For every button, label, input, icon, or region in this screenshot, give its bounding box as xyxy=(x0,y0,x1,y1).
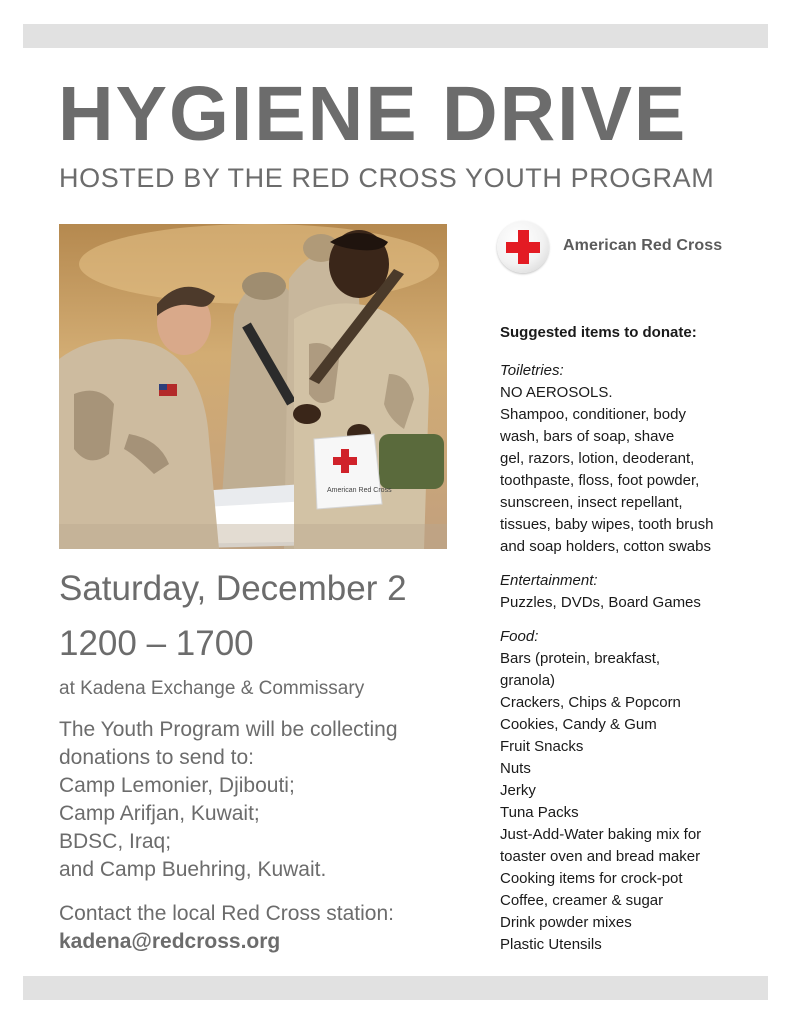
list-item: toothpaste, floss, foot powder, xyxy=(500,472,700,489)
list-item: granola) xyxy=(500,672,556,689)
top-decorative-bar xyxy=(23,24,768,48)
category-toiletries: Toiletries: xyxy=(500,362,564,379)
list-item: Drink powder mixes xyxy=(500,914,632,931)
collecting-line: BDSC, Iraq; xyxy=(59,830,172,853)
bag-label: American Red Cross xyxy=(327,487,392,494)
list-item: sunscreen, insect repellant, xyxy=(500,494,683,511)
contact-info xyxy=(59,900,394,956)
list-item: and soap holders, cotton swabs xyxy=(500,538,711,555)
list-item: Bars (protein, breakfast, xyxy=(500,650,661,667)
soldiers-photo-illustration xyxy=(59,224,447,549)
list-item: Cookies, Candy & Gum xyxy=(500,716,657,733)
event-location: at Kadena Exchange & Commissary xyxy=(59,678,365,699)
collecting-line: Camp Arifjan, Kuwait; xyxy=(59,802,260,825)
list-item: Crackers, Chips & Popcorn xyxy=(500,694,681,711)
list-item: Fruit Snacks xyxy=(500,738,584,755)
collecting-line: The Youth Program will be collecting xyxy=(59,718,398,741)
category-food: Food: xyxy=(500,628,539,645)
collecting-line: donations to send to: xyxy=(59,746,254,769)
list-item: Just-Add-Water baking mix for xyxy=(500,826,702,843)
list-item: NO AEROSOLS. xyxy=(500,384,613,401)
american-red-cross-logo xyxy=(497,221,737,275)
list-item: wash, bars of soap, shave xyxy=(500,428,675,445)
list-item: toaster oven and bread maker xyxy=(500,848,701,865)
list-item: Plastic Utensils xyxy=(500,936,602,953)
list-item: Tuna Packs xyxy=(500,804,579,821)
logo-text: American Red Cross xyxy=(563,237,723,254)
list-item: Cooking items for crock-pot xyxy=(500,870,683,887)
collecting-line: Camp Lemonier, Djibouti; xyxy=(59,774,295,797)
contact-email-link[interactable]: kadena@redcross.org xyxy=(59,930,281,953)
red-cross-icon xyxy=(497,221,549,273)
list-item: Jerky xyxy=(500,782,536,799)
list-item: Puzzles, DVDs, Board Games xyxy=(500,594,701,611)
donation-list xyxy=(500,322,750,956)
list-item: tissues, baby wipes, tooth brush xyxy=(500,516,714,533)
soldiers-photo xyxy=(59,224,447,549)
list-item: Coffee, creamer & sugar xyxy=(500,892,664,909)
collecting-info xyxy=(59,716,459,884)
page-subtitle: HOSTED BY THE RED CROSS YOUTH PROGRAM xyxy=(59,163,715,193)
list-item: Nuts xyxy=(500,760,531,777)
category-entertainment: Entertainment: xyxy=(500,572,598,589)
collecting-line: and Camp Buehring, Kuwait. xyxy=(59,858,327,881)
event-time: 1200 – 1700 xyxy=(59,624,254,663)
event-date: Saturday, December 2 xyxy=(59,569,407,608)
contact-label: Contact the local Red Cross station: xyxy=(59,902,394,925)
page-title: HYGIENE DRIVE xyxy=(58,71,688,157)
bottom-decorative-bar xyxy=(23,976,768,1000)
list-item: Shampoo, conditioner, body xyxy=(500,406,686,423)
donation-heading: Suggested items to donate: xyxy=(500,324,697,341)
list-item: gel, razors, lotion, deoderant, xyxy=(500,450,695,467)
